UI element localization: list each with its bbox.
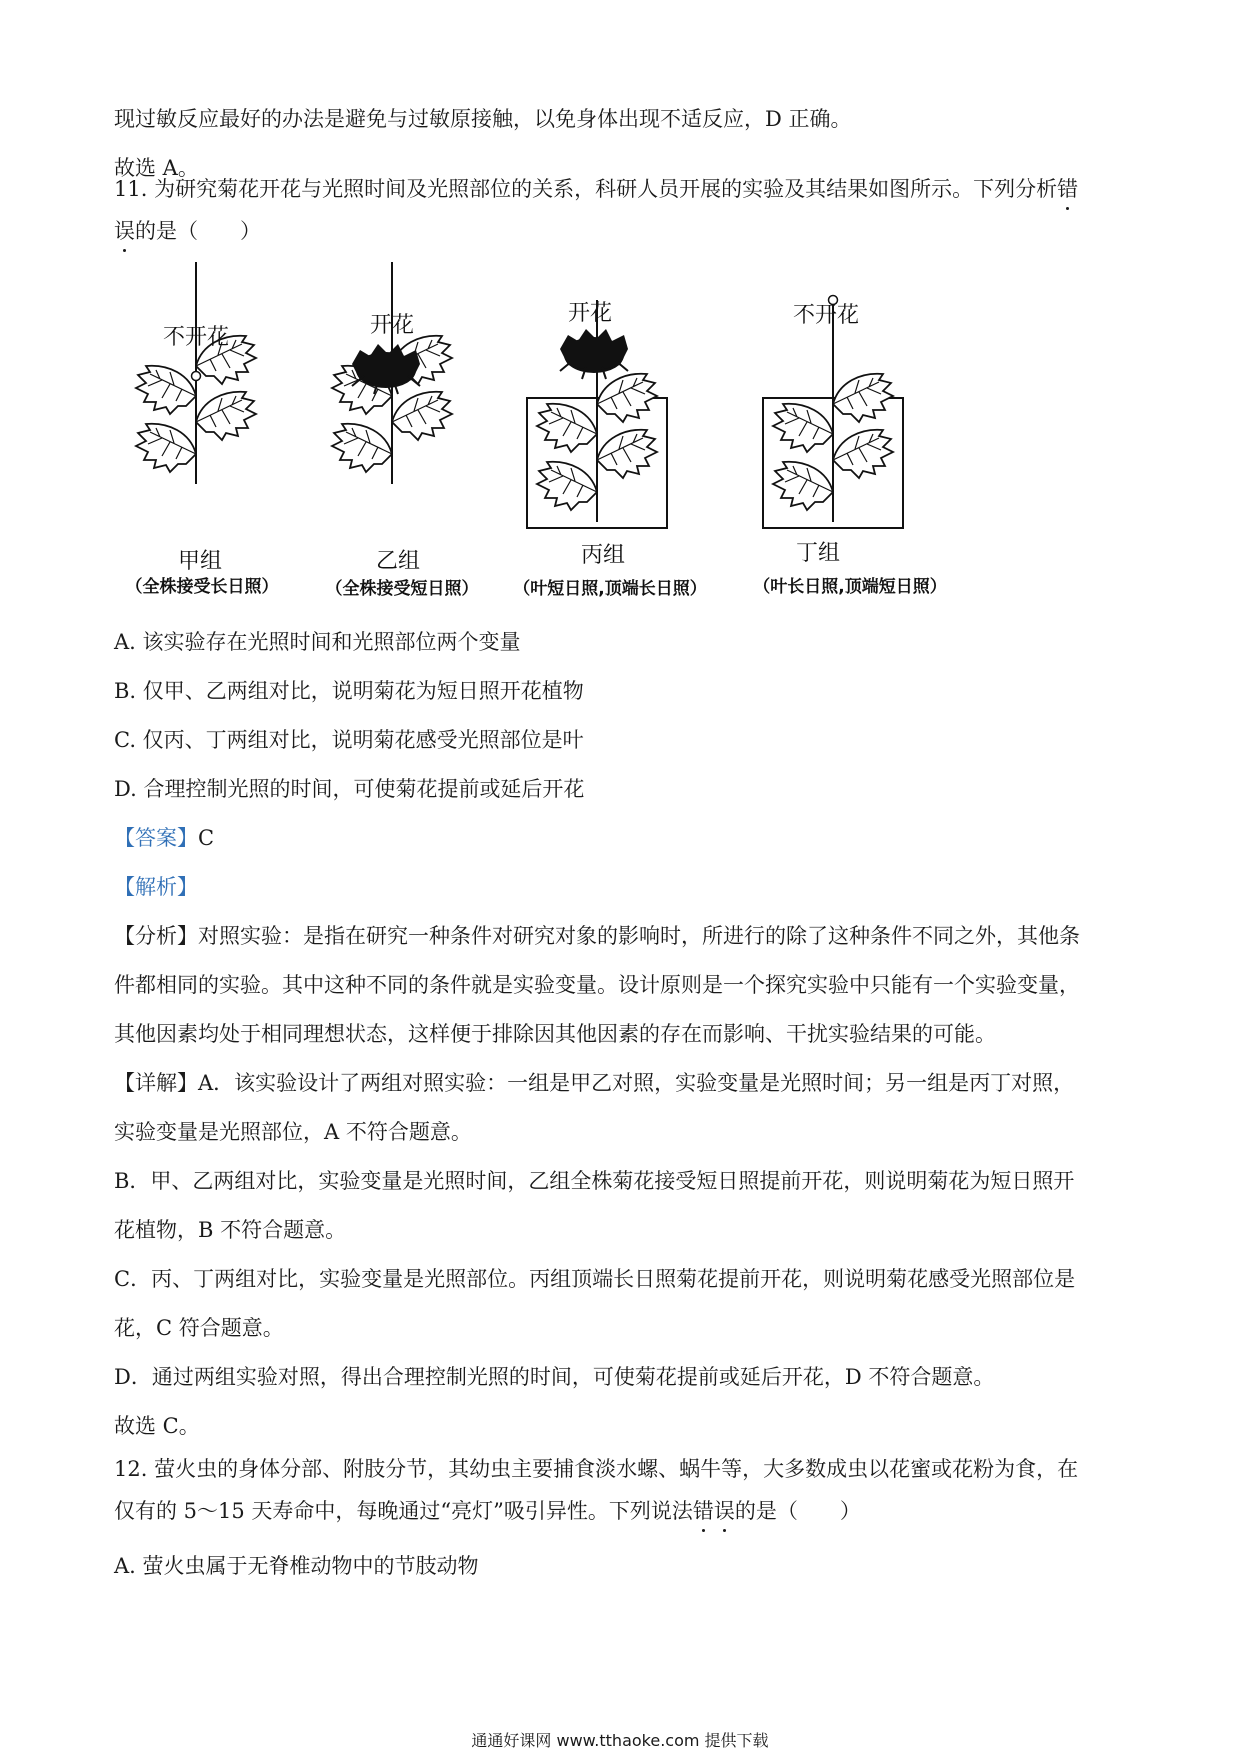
detail-text: C．丙、丁两组对比，实验变量是光照部位。丙组顶端长日照菊花提前开花，则说明菊花感受光照部位是 (114, 1267, 1076, 1291)
option-b: B. 仅甲、乙两组对比，说明菊花为短日照开花植物 (114, 679, 584, 703)
analysis-text: 其他因素均处于相同理想状态，这样便于排除因其他因素的存在而影响、干扰实验结果的可能。 (114, 1022, 996, 1046)
question-11-part: 11. 为研究菊花开花与光照时间及光照部位的关系，科研人员开展的实验及其结果如图所示。下列分析 (114, 177, 1058, 201)
group-status-label: 不开花 (792, 303, 860, 328)
footer-watermark: 通通好课网 www.tthaoke.com 提供下载 (471, 1731, 769, 1750)
question-11-part: 的是（ ） (135, 219, 261, 243)
detail-text: 花，C 符合题意。 (114, 1316, 284, 1340)
emphasis-char: 误 (114, 216, 135, 246)
group-name-label: 甲组 (177, 549, 223, 574)
analysis-tag: 【解析】 (114, 875, 198, 899)
group-condition-label: （叶长日照,顶端短日照） (753, 577, 947, 597)
question-12-part: 的是（ ） (734, 1499, 861, 1523)
text-line: 故选 A。 (114, 156, 199, 180)
option-d: D. 合理控制光照的时间，可使菊花提前或延后开花 (114, 777, 585, 801)
experiment-figure (0, 0, 1240, 620)
detail-text: 实验变量是光照部位，A 不符合题意。 (114, 1120, 472, 1144)
analysis-heading (114, 872, 198, 902)
group-status-label: 开花 (369, 313, 415, 338)
analysis-text-part: 对照实验：是指在研究一种条件对研究对象的影响时，所进行的除了这种条件不同之外，其他条 (198, 924, 1080, 948)
group-name-label: 丁组 (795, 541, 841, 566)
detail-text: D．通过两组实验对照，得出合理控制光照的时间，可使菊花提前或延后开花，D 不符合题意。 (114, 1365, 995, 1389)
group-condition-label: （全株接受长日照） (125, 577, 279, 597)
plant-group-a (136, 262, 256, 484)
emphasis-char: 错 (693, 1496, 714, 1526)
detail-label: 【详解】 (114, 1071, 198, 1095)
question-12-option-a: A. 萤火虫属于无脊椎动物中的节肢动物 (114, 1554, 479, 1578)
option-c: C. 仅丙、丁两组对比，说明菊花感受光照部位是叶 (114, 728, 584, 752)
detail-conclusion: 故选 C。 (114, 1414, 200, 1438)
plant-group-c (527, 300, 667, 528)
group-condition-label: （叶短日照,顶端长日照） (513, 579, 707, 599)
text-line: 现过敏反应最好的办法是避免与过敏原接触，以免身体出现不适反应，D 正确。 (114, 107, 852, 131)
emphasis-char: 误 (714, 1496, 735, 1526)
detail-text-part: A．该实验设计了两组对照实验：一组是甲乙对照，实验变量是光照时间；另一组是丙丁对照， (198, 1071, 1075, 1095)
analysis-text: 件都相同的实验。其中这种不同的条件就是实验变量。设计原则是一个探究实验中只能有一个实验变量， (114, 973, 1080, 997)
detail-text: B．甲、乙两组对比，实验变量是光照时间，乙组全株菊花接受短日照提前开花，则说明菊花为短日照开 (114, 1169, 1075, 1193)
group-condition-label: （全株接受短日照） (325, 579, 479, 599)
analysis-text (114, 921, 1080, 951)
emphasis-char: 错 (1057, 174, 1078, 204)
group-status-label: 开花 (567, 301, 613, 326)
detail-text: 花植物，B 不符合题意。 (114, 1218, 347, 1242)
group-name-label: 丙组 (580, 543, 626, 568)
answer-line (114, 823, 214, 853)
answer-tag: 【答案】 (114, 826, 198, 850)
plant-group-d (763, 296, 903, 529)
group-name-label: 乙组 (375, 549, 421, 574)
analysis-label: 【分析】 (114, 924, 198, 948)
group-status-label: 不开花 (162, 325, 230, 350)
question-12-text-cont (114, 1496, 861, 1526)
answer-value: C (198, 826, 215, 850)
option-a: A. 该实验存在光照时间和光照部位两个变量 (114, 630, 521, 654)
question-12-part: 仅有的 5～15 天寿命中，每晚通过“亮灯”吸引异性。下列说法 (114, 1499, 693, 1523)
question-12-text: 12. 萤火虫的身体分部、附肢分节，其幼虫主要捕食淡水螺、蜗牛等，大多数成虫以花蜜或花粉为食，在 (114, 1457, 1079, 1481)
plant-group-b (332, 262, 452, 484)
detail-text (114, 1068, 1074, 1098)
